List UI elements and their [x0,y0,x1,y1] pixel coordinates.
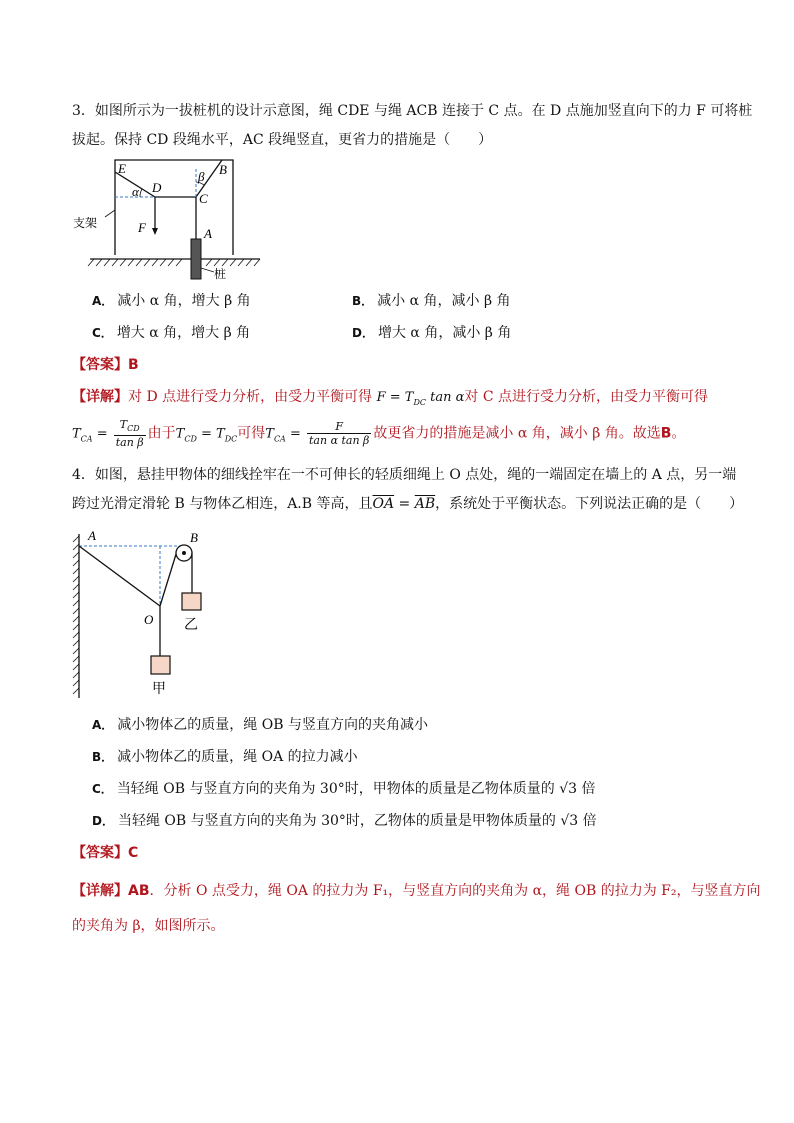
label-C: C [199,191,208,206]
support-frame [115,160,233,255]
q4-option-d: D． 当轻绳 OB 与竖直方向的夹角为 30°时，乙物体的质量是甲物体质量的 √3 倍 [92,813,597,829]
q4-stem-line2: 跨过光滑定滑轮 B 与物体乙相连，A.B 等高，且$\overline{OA} = \overline{AB}$，系统处于平衡状态。下列说法正确的是（ ） [72,496,744,512]
rope-OB [160,551,177,606]
ground-hatch [88,259,260,266]
q4-figure [70,526,220,701]
label-F: F [138,220,146,235]
label-jia: 甲 [152,681,166,697]
q4-detail-line2: 的夹角为 β，如图所示。 [72,918,225,934]
label-A: A [204,226,212,241]
rope-AO [79,546,160,606]
label-B: B [219,162,227,177]
q4-option-a: A． 减小物体乙的质量，绳 OB 与竖直方向的夹角减小 [92,717,428,733]
q3-option-c: C． 增大 α 角，增大 β 角 [92,325,251,341]
q3-stem-line1: 3．如图所示为一拔桩机的设计示意图，绳 CDE 与绳 ACB 连接于 C 点。在 D 点施加竖直向下的力 F 可将桩 [72,103,753,119]
q4-detail-line1: 【详解】AB．分析 O 点受力，绳 OA 的拉力为 F₁，与竖直方向的夹角为 α，绳 OB 的拉力为 F₂，与竖直方向 [72,883,761,899]
label-pile: 桩 [214,267,227,281]
q4-answer: 【答案】C [72,845,139,861]
q4-stem-line1: 4．如图，悬挂甲物体的细线拴牢在一不可伸长的轻质细绳上 O 点处，绳的一端固定在墙上的 A 点，另一端 [72,467,737,483]
q3-option-a: A． 减小 α 角，增大 β 角 [92,293,251,309]
q3-figure [70,152,270,282]
label-alpha: α [132,184,139,199]
q3-answer: 【答案】B [72,357,139,373]
label-E: E [118,161,126,176]
label-yi: 乙 [184,617,198,633]
q3-option-b: B． 减小 α 角，减小 β 角 [352,293,511,309]
label-support: 支架 [73,216,98,230]
pile [191,239,201,279]
wall-hatch [73,536,79,694]
block-jia [151,656,170,674]
q3-option-d: D． 增大 α 角，减小 β 角 [352,325,512,341]
label-A: A [88,528,96,543]
label-B: B [190,530,198,545]
q4-option-b: B． 减小物体乙的质量，绳 OA 的拉力减小 [92,749,358,765]
q4-option-c: C． 当轻绳 OB 与竖直方向的夹角为 30°时，甲物体的质量是乙物体质量的 √3 倍 [92,781,596,797]
label-D: D [152,180,162,195]
q3-detail-line2: $T_{CA}$ = $\frac{T_{CD}}{\text{tan β}}$ 由于$T_{CD} = T_{DC}$可得$T_{CA}$ = $\frac{F}{\text{tan α tan β}}$ 故更省力的措施是减小 α 角，减小 β 角。故选B。 [72,418,686,450]
q3-stem-line2: 拔起。保持 CD 段绳水平，AC 段绳竖直，更省力的措施是（ ） [72,132,493,148]
label-beta: β [198,169,205,184]
block-yi [182,593,201,610]
q3-detail-line1: 【详解】对 D 点进行受力分析，由受力平衡可得 $F = T_{DC}$ tan α对 C 点进行受力分析，由受力平衡可得 [72,389,708,407]
label-O: O [144,612,154,627]
